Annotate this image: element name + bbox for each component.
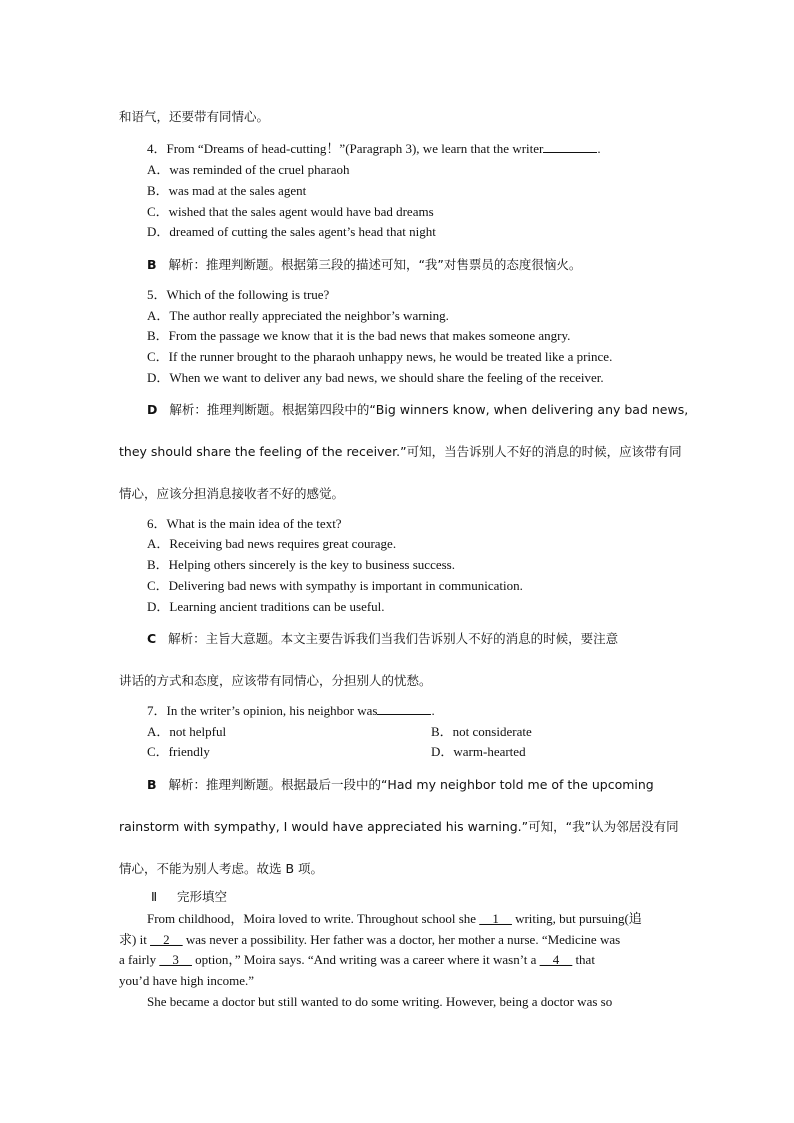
q4-option-d: D．dreamed of cutting the sales agent’s head that night <box>147 224 436 239</box>
q5-option-b: B．From the passage we know that it is the bad news that makes someone angry. <box>147 328 571 343</box>
q4-analysis: B 解析：推理判断题。根据第三段的描述可知，“我”对售票员的态度很恼火。 <box>147 257 582 272</box>
q7-analysis-line-1: B 解析：推理判断题。根据最后一段中的“Had my neighbor told me of the upcoming <box>147 777 654 792</box>
cloze-blank-3: __3__ <box>159 952 192 967</box>
q4-option-c: C．wished that the sales agent would have bad dreams <box>147 204 434 219</box>
q6-option-d: D．Learning ancient traditions can be useful. <box>147 599 385 614</box>
q6-option-b: B．Helping others sincerely is the key to business success. <box>147 557 455 572</box>
answer-letter: C <box>147 631 157 646</box>
q7-option-d: D．warm-hearted <box>431 744 526 759</box>
section-number: Ⅱ <box>151 889 158 904</box>
answer-blank <box>377 702 431 715</box>
q5-analysis-line-2: they should share the feeling of the receiver.”可知，当告诉别人不好的消息的时候，应该带有同 <box>119 444 682 459</box>
q7-analysis-line-2: rainstorm with sympathy, I would have appreciated his warning.”可知，“我”认为邻居没有同 <box>119 819 679 834</box>
q5-option-c: C．If the runner brought to the pharaoh unhappy news, he would be treated like a prince. <box>147 349 613 364</box>
q6-option-a: A．Receiving bad news requires great courage. <box>147 536 397 551</box>
answer-letter: B <box>147 777 157 792</box>
q6-analysis-line-1: C 解析：主旨大意题。本文主要告诉我们当我们告诉别人不好的消息的时候，要注意 <box>147 631 619 646</box>
answer-blank <box>543 140 597 153</box>
q4-option-b: B．was mad at the sales agent <box>147 183 307 198</box>
cloze-line-3: a fairly __3__ option，” Moira says. “And writing was a career where it wasn’t a __4__ that <box>119 952 595 967</box>
cloze-blank-4: __4__ <box>539 952 573 967</box>
question-6-stem: 6．What is the main idea of the text? <box>147 516 342 531</box>
q5-analysis-line-3: 情心，应该分担消息接收者不好的感觉。 <box>119 486 345 501</box>
cloze-blank-2: __2__ <box>150 932 183 947</box>
section-heading <box>151 888 227 906</box>
q5-analysis-line-1: D 解析：推理判断题。根据第四段中的“Big winners know, when delivering any bad news, <box>147 402 689 417</box>
cloze-blank-1: __1__ <box>479 911 512 926</box>
q6-analysis-line-2: 讲话的方式和态度，应该带有同情心，分担别人的忧愁。 <box>119 673 432 688</box>
q4-option-a: A．was reminded of the cruel pharaoh <box>147 162 350 177</box>
q7-option-a: A．not helpful <box>147 724 227 739</box>
cloze-line-2: 求) it __2__ was never a possibility. Her father was a doctor, her mother a nurse. “Medicine was <box>119 932 621 947</box>
section-title: 完形填空 <box>177 889 228 904</box>
question-5-stem: 5．Which of the following is true? <box>147 287 330 302</box>
answer-letter: B <box>147 257 157 272</box>
answer-letter: D <box>147 402 158 417</box>
question-4-stem: 4．From “Dreams of head-cutting！”(Paragraph 3), we learn that the writer . <box>147 141 601 156</box>
q7-analysis-line-3: 情心，不能为别人考虑。故选 B 项。 <box>119 861 324 876</box>
q6-option-c: C．Delivering bad news with sympathy is important in communication. <box>147 578 523 593</box>
q7-option-b: B．not considerate <box>431 724 532 739</box>
cloze-line-4: you’d have high income.” <box>119 973 255 988</box>
question-7-stem: 7．In the writer’s opinion, his neighbor was . <box>147 703 435 718</box>
q7-option-c: C．friendly <box>147 744 210 759</box>
continued-analysis-line: 和语气，还要带有同情心。 <box>119 109 270 124</box>
cloze-line-1: From childhood，Moira loved to write. Throughout school she __1__ writing, but pursuing(追 <box>147 911 642 926</box>
q5-option-a: A．The author really appreciated the neighbor’s warning. <box>147 308 449 323</box>
cloze-paragraph-2-line-1: She became a doctor but still wanted to do some writing. However, being a doctor was so <box>147 994 613 1009</box>
q5-option-d: D．When we want to deliver any bad news, we should share the feeling of the receiver. <box>147 370 604 385</box>
